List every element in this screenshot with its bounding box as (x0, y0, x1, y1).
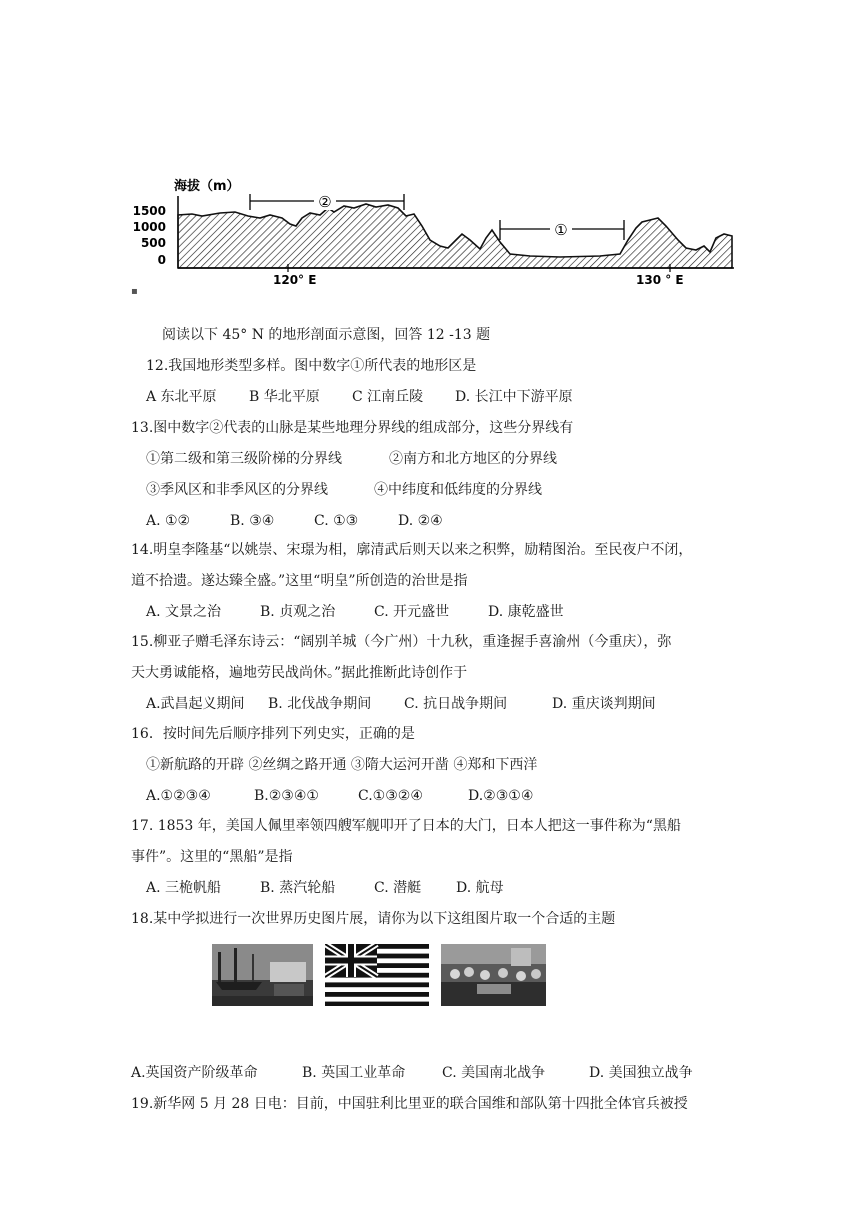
q14-option-c: C. 开元盛世 (374, 604, 450, 620)
q13-option-a: A. ①② (146, 513, 191, 529)
q14-stem-line1: 14.明皇李隆基“以姚崇、宋璟为相，廓清武后则天以来之积弊，励精图治。至民夜户不闭， (131, 542, 693, 558)
q15-stem-line1: 15.柳亚子赠毛泽东诗云：“阔别羊城（今广州）十九秋，重逢握手喜渝州（今重庆），弥 (131, 634, 672, 650)
q15-option-b: B. 北伐战争期间 (268, 696, 372, 712)
q14-option-b: B. 贞观之治 (260, 604, 336, 620)
q18-option-c: C. 美国南北战争 (442, 1065, 546, 1081)
q18-stem: 18.某中学拟进行一次世界历史图片展，请你为以下这组图片取一个合适的主题 (131, 911, 616, 927)
grand-union-flag (325, 944, 429, 1006)
q15-option-d: D. 重庆谈判期间 (552, 696, 656, 712)
q12-stem: 12.我国地形类型多样。图中数字①所代表的地形区是 (146, 358, 477, 374)
y-tick-1000: 1000 (132, 220, 166, 234)
ship-harbor-photo (212, 944, 313, 1006)
q16-option-c: C.①③②④ (358, 788, 423, 804)
q17-stem-line2: 事件”。这里的“黑船”是指 (131, 849, 293, 865)
q15-option-c: C. 抗日战争期间 (404, 696, 508, 712)
q17-option-b: B. 蒸汽轮船 (260, 880, 336, 896)
q13-option-b: B. ③④ (230, 513, 275, 529)
declaration-signing-painting (441, 944, 546, 1006)
q12-option-c: C 江南丘陵 (352, 389, 424, 405)
q16-option-b: B.②③④① (254, 788, 319, 804)
q14-stem-line2: 道不拾遗。遂达臻全盛。”这里“明皇”所创造的治世是指 (131, 573, 468, 589)
intro-text: 阅读以下 45° N 的地形剖面示意图，回答 12 -13 题 (162, 327, 491, 343)
q16-items: ①新航路的开辟 ②丝绸之路开通 ③隋大运河开凿 ④郑和下西洋 (146, 757, 538, 773)
q13-stem: 13.图中数字②代表的山脉是某些地理分界线的组成部分，这些分界线有 (131, 420, 574, 436)
q14-options (146, 602, 564, 622)
q16-option-d: D.②③①④ (468, 788, 534, 804)
q16-option-a: A.①②③④ (146, 788, 211, 804)
q13-option-c: C. ①③ (314, 513, 359, 529)
q17-option-d: D. 航母 (456, 880, 504, 896)
q15-option-a: A.武昌起义期间 (146, 696, 245, 712)
y-tick-0: 0 (157, 253, 166, 267)
q12-option-d: D. 长江中下游平原 (455, 389, 573, 405)
q16-options (146, 786, 533, 806)
q15-stem-line2: 天大勇诚能格，遍地劳民战尚休。”据此推断此诗创作于 (131, 665, 468, 681)
stray-mark: ▪ (131, 286, 138, 297)
q12-options (146, 387, 573, 407)
terrain-profile-figure (130, 168, 742, 290)
q16-stem: 16．按时间先后顺序排列下列史实，正确的是 (131, 726, 415, 742)
q13-options (146, 511, 443, 531)
y-axis-label: 海拔（m） (174, 179, 240, 194)
q13-option-d: D. ②④ (398, 513, 443, 529)
q15-options (146, 694, 656, 714)
q12-option-b: B 华北平原 (249, 389, 320, 405)
q17-stem-line1: 17. 1853 年，美国人佩里率领四艘军舰叩开了日本的大门，日本人把这一事件称为“黑船 (131, 818, 681, 834)
q13-item-1: ①第二级和第三级阶梯的分界线 (146, 451, 342, 467)
q12-option-a: A 东北平原 (146, 389, 217, 405)
region2-label: ② (318, 193, 332, 211)
region1-label: ① (554, 221, 568, 239)
q13-item-3: ③季风区和非季风区的分界线 (146, 482, 328, 498)
q14-option-d: D. 康乾盛世 (488, 604, 564, 620)
q13-item-2: ②南方和北方地区的分界线 (389, 451, 557, 467)
q14-option-a: A. 文景之治 (146, 604, 222, 620)
q18-option-a: A.英国资产阶级革命 (131, 1065, 258, 1081)
lon-130-label: 130 ° E (636, 273, 684, 287)
q18-options (131, 1063, 693, 1083)
q17-options (146, 878, 504, 898)
y-tick-500: 500 (140, 236, 166, 250)
q18-option-b: B. 英国工业革命 (302, 1065, 406, 1081)
q13-items-row1 (146, 449, 557, 469)
q18-option-d: D. 美国独立战争 (589, 1065, 693, 1081)
q13-item-4: ④中纬度和低纬度的分界线 (374, 482, 542, 498)
y-tick-1500: 1500 (132, 204, 166, 218)
q13-items-row2 (146, 480, 542, 500)
q19-stem: 19.新华网 5 月 28 日电：目前，中国驻利比里亚的联合国维和部队第十四批全体官兵被授 (131, 1096, 688, 1112)
terrain-area (178, 204, 732, 268)
lon-120-label: 120° E (273, 273, 317, 287)
q17-option-a: A. 三桅帆船 (146, 880, 222, 896)
q17-option-c: C. 潜艇 (374, 880, 422, 896)
